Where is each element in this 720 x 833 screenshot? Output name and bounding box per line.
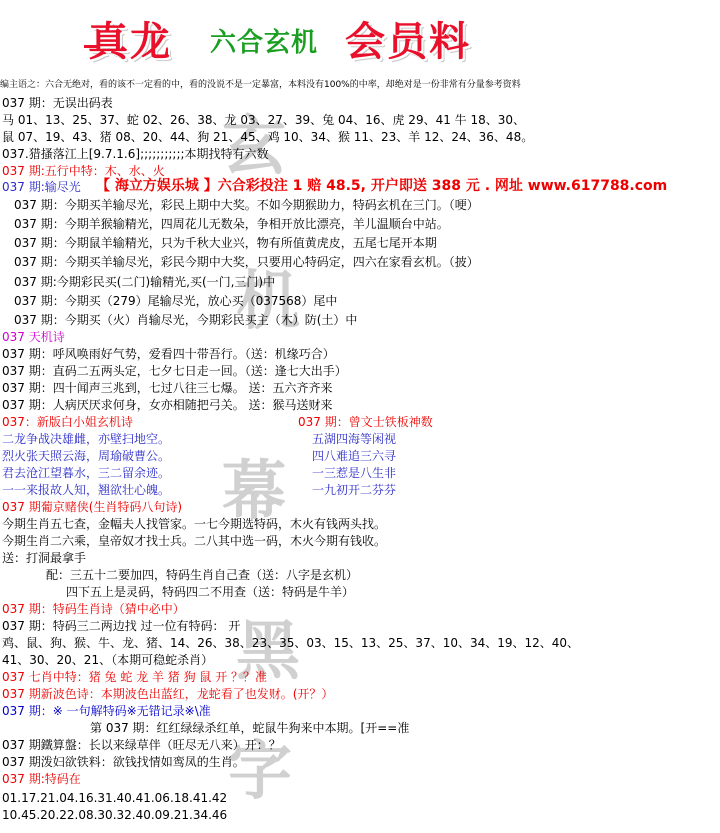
text-line: 037 期：今期鼠羊输精光，只为千秋大业兴，物有所值黄虎皮，五尾七尾开本期 — [14, 236, 437, 250]
text-line: 第 037 期：红红绿绿杀红单，蛇鼠牛狗来中本期。[开==准 — [90, 721, 410, 735]
text-line: 037 期：今期买（279）尾输尽光，放心买（037568）尾中 — [14, 294, 338, 308]
text-line: 马 01、13、25、37、蛇 02、26、38、龙 03、27、39、兔 04、16、虎 29、41 牛 18、30、 — [2, 113, 526, 127]
poem-right-line: 一三惹是八生非 — [312, 466, 397, 480]
text-line: 四下五上是灵码，特码四二不用查（送：特码是牛羊） — [66, 585, 355, 599]
disclaimer-notice: 编主语之：六合无绝对，看的该不一定看的中，看的没说不是一定暴富，本料没有100%的中率，却绝对是一份非常有分量参考资料 — [0, 80, 521, 90]
text-line: 037 期:今期彩民买(二门)输精光,买(一门,三门)中 — [14, 275, 276, 289]
text-line: 037 期：今期羊猴输精光，四周花儿无数朵，争相开放比漂亮，羊儿温顺台中站。 — [14, 217, 449, 231]
poem-left-line: 一一来报故人知，翘欲壮心魄。 — [2, 483, 171, 497]
text-line: 037 期泼妇欲铁料：欲钱找情如鸾凤的生肖。 — [2, 755, 245, 769]
title-left: 真龙 — [88, 18, 172, 65]
text-line: 037 期：※ 一句解特码※无错记录※\准 — [2, 704, 211, 718]
text-line: 037 期：四十闻声三兆到，七过八往三七爆。 送：五六齐齐来 — [2, 381, 333, 395]
text-line: 037.猎搔落江上[9.7.1.6];;;;;;;;;;;本期找特有六数 — [2, 147, 269, 161]
watermark-char: 机 — [236, 264, 300, 339]
text-line: 41、30、20、21、（本期可稳蛇杀肖） — [2, 653, 214, 667]
section-head: 037 期葡京赌侠(生肖特码八句诗) — [2, 500, 183, 514]
text-line: 037 期新波色诗：本期波色出蓝红，龙蛇看了也发财。(开？） — [2, 687, 334, 701]
poem-left-line: 二龙争战决雄雌，亦壁扫地空。 — [2, 432, 171, 446]
section-head: 037 天机诗 — [2, 330, 65, 344]
text-line: 037 期：直码二五两头定，七夕七日走一回。（送：逢七大出手） — [2, 364, 347, 378]
text-line: 037 期:五行中特：木、水、火 — [2, 164, 165, 178]
poem-right-line: 一九初开二芬芬 — [312, 483, 397, 497]
text-line: 鼠 07、19、43、猪 08、20、44、狗 21、45、鸡 10、34、猴 11、23、羊 12、24、36、48。 — [2, 130, 534, 144]
ad-line[interactable]: 【 海立方娱乐城 】六合彩投注 1 赔 48.5, 开户即送 388 元 . 网址 www.617788.com — [96, 178, 668, 194]
text-line: 037 期：特码三二两边找 过一位有特码： 开 — [2, 619, 241, 633]
text-line: 配：三五十二要加四，特码生肖自己查（送：八字是玄机） — [46, 568, 359, 582]
watermark-char: 玄 — [222, 109, 286, 184]
text-line: 今期生肖二六乘，皇帝奴才找士兵。二八其中选一码，木火今期有钱收。 — [2, 534, 387, 548]
text-line: 今期生肖五七查，金幅夫人找管家。一七今期选特码，木火有钱两头找。 — [2, 517, 387, 531]
text-line: 037 期：今期买羊输尽光，彩民今期中大奖，只要用心特码定，四六在家看玄机。（披） — [14, 255, 479, 269]
poem-left-head: 037：新版白小姐玄机诗 — [2, 415, 133, 429]
poem-left-line: 君去沧江望暮水，三二留余迹。 — [2, 466, 171, 480]
text-line: 送：打洞最拿手 — [2, 551, 87, 565]
section-head: 037 期：特码生肖诗（猜中必中） — [2, 602, 185, 616]
text-line: 037 期：呼风唤雨好气势，爱看四十带吾行。（送：机缘巧合） — [2, 347, 335, 361]
poem-right-line: 四八难追三六寻 — [312, 449, 397, 463]
poem-right-head: 037 期：曾文士铁板神数 — [298, 415, 433, 429]
text-line: 037 期：人病厌厌求何身，女亦相随把弓关。 送：猴马送财来 — [2, 398, 333, 412]
number-line: 01.17.21.04.16.31.40.41.06.18.41.42 — [2, 791, 228, 805]
watermark-char: 黑 — [236, 614, 300, 689]
text-line: 037 期：今期买（火）肖输尽光，今期彩民买主（木）防(土）中 — [14, 313, 358, 327]
header-banner — [0, 0, 720, 72]
text-line: 037 期:输尽光 — [2, 180, 81, 194]
text-line: 鸡、鼠、狗、猴、牛、龙、猪、14、26、38、23、35、03、15、13、25、37、10、34、19、12、40、 — [2, 636, 580, 650]
poem-right-line: 五湖四海等闲视 — [312, 432, 397, 446]
text-line: 037 期鐵算盤：长以来绿草伴（旺尽无八来）开：？ — [2, 738, 281, 752]
watermark-char: 字 — [228, 734, 292, 809]
watermark-char: 幕 — [222, 454, 286, 529]
title-mid: 六合玄机 — [210, 28, 319, 58]
title-right: 会员料 — [345, 18, 471, 65]
section-head: 037 期:特码在 — [2, 772, 81, 786]
text-line: 037 期：无误出码表 — [2, 96, 113, 110]
text-line: 037 七肖中特：猪 兔 蛇 龙 羊 猪 狗 鼠 开 ？？准 — [2, 670, 268, 684]
text-line: 037 期：今期买羊输尽光，彩民上期中大奖。不如今期猴助力，特码玄机在三门。（哽） — [14, 198, 479, 212]
number-line: 10.45.20.22.08.30.32.40.09.21.34.46 — [2, 808, 228, 822]
poem-left-line: 烈火张天照云海，周瑜破曹公。 — [2, 449, 171, 463]
